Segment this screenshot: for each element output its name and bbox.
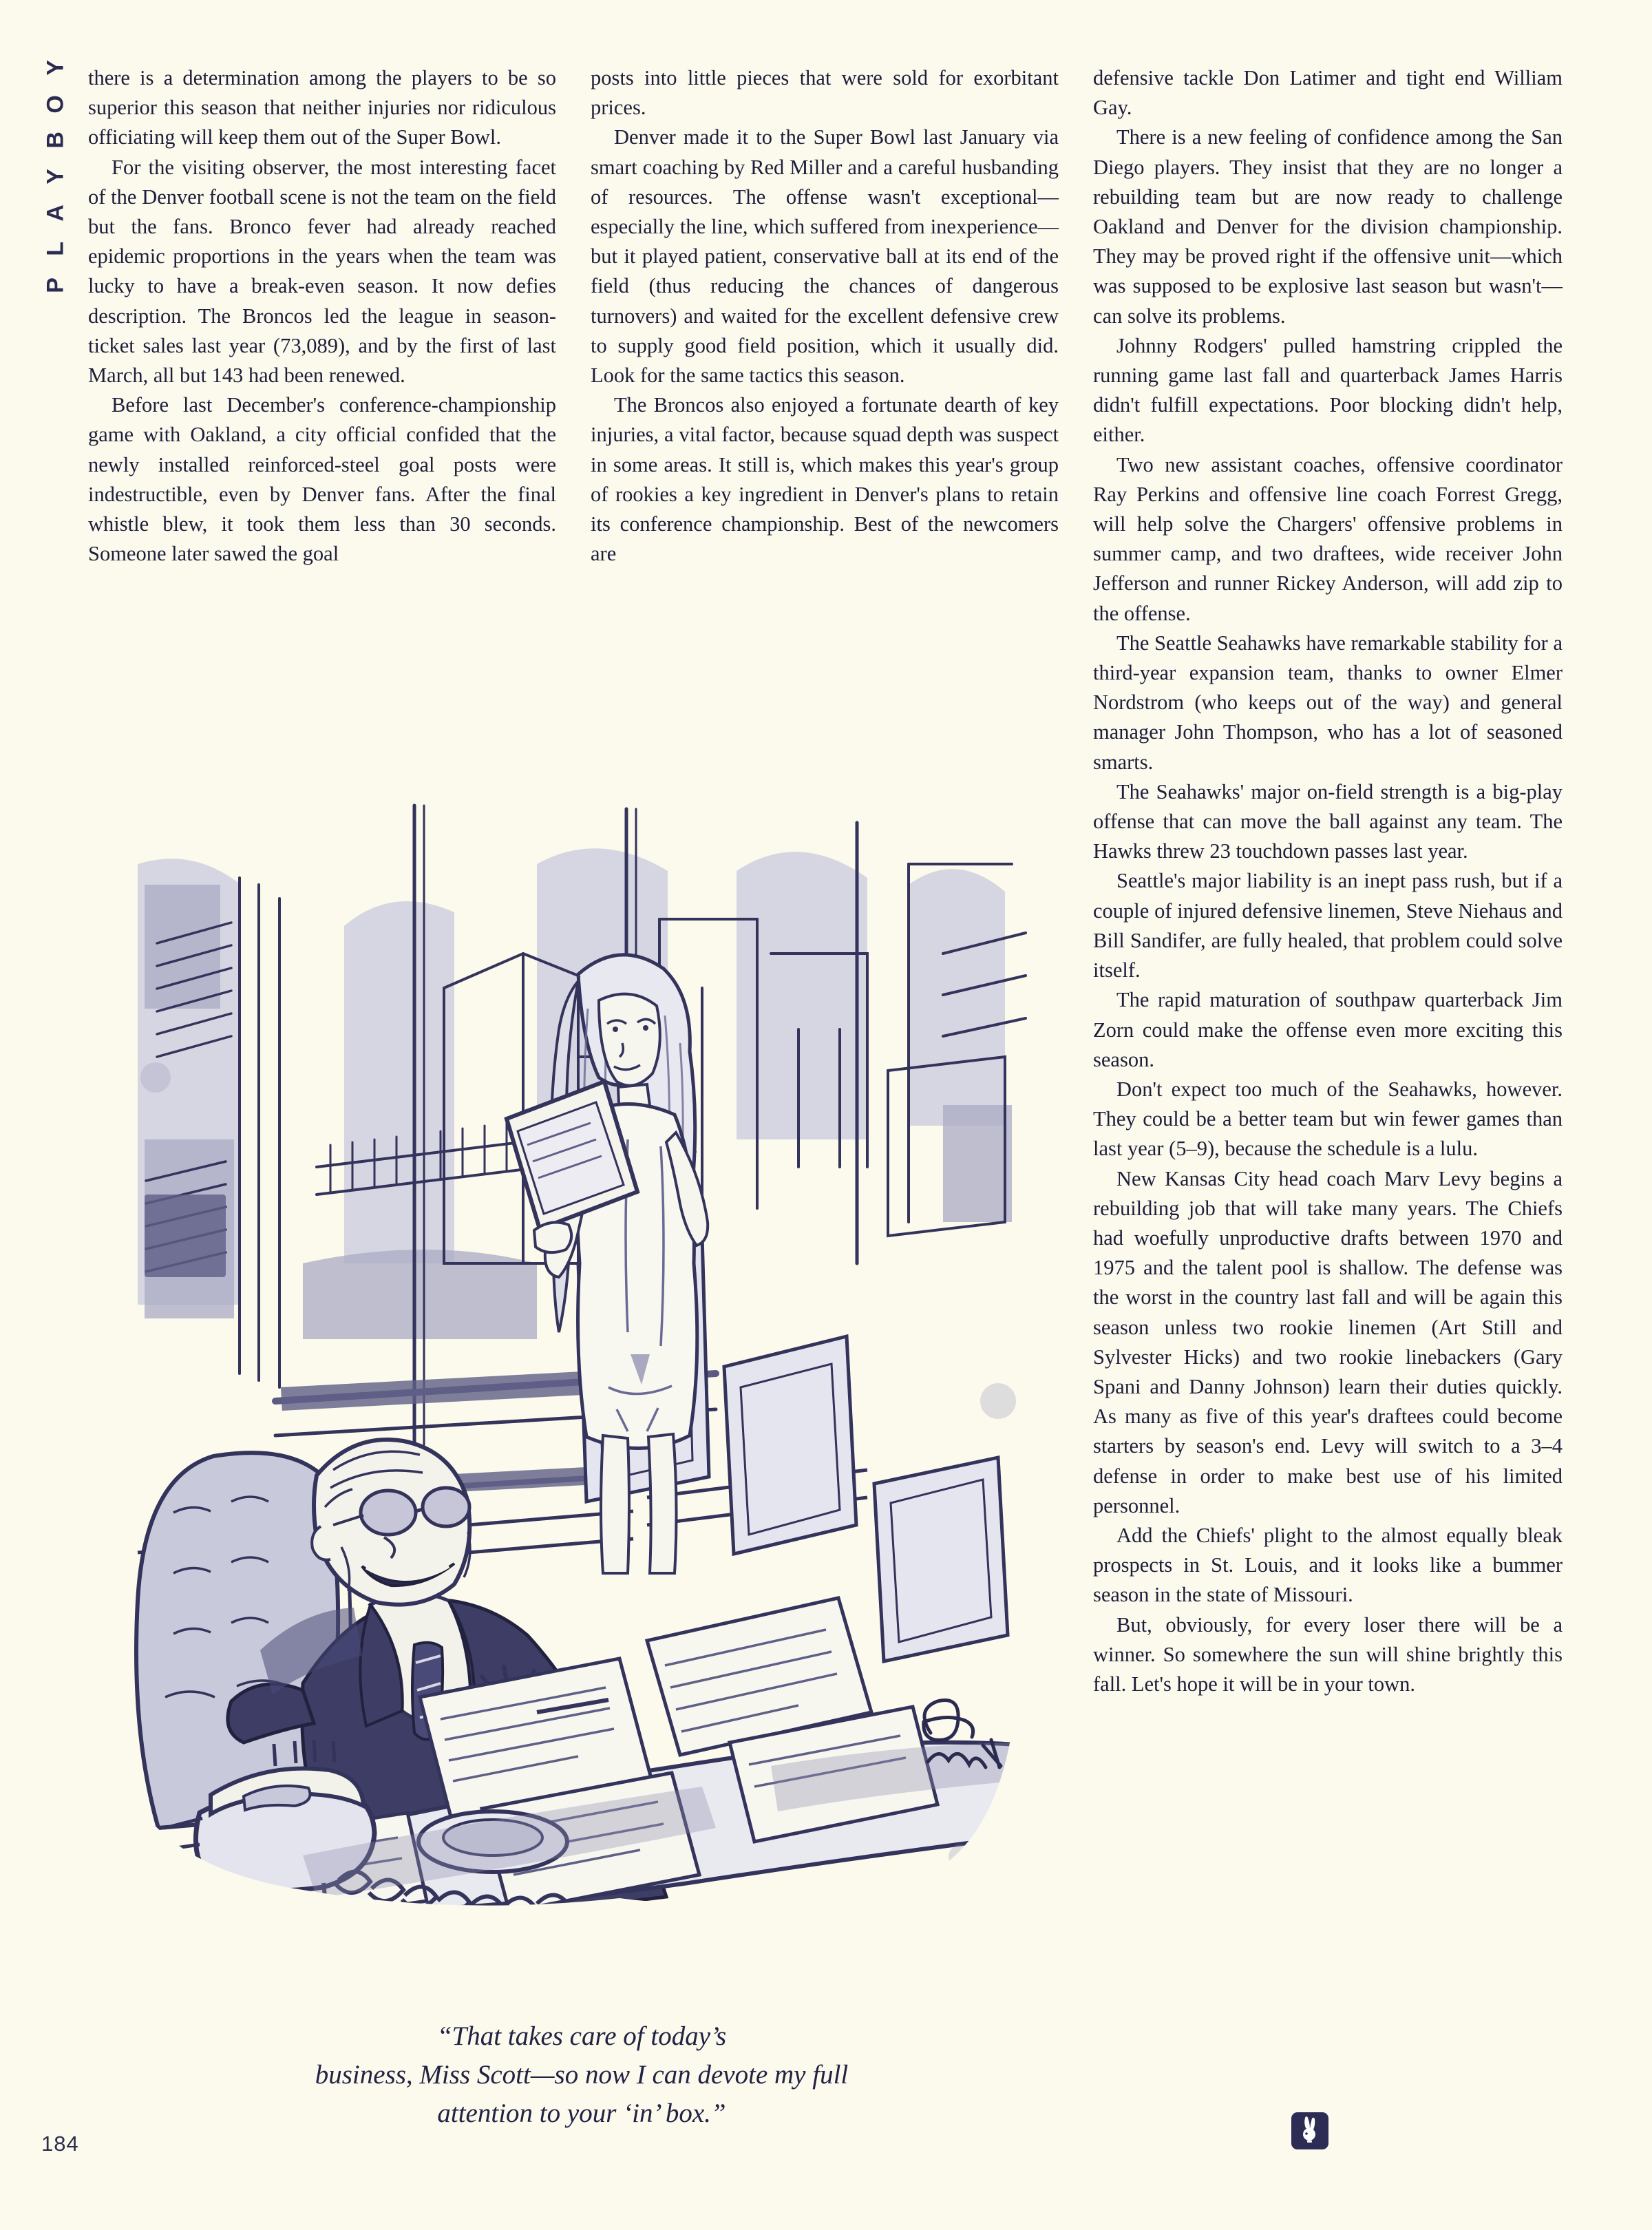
caption-line: attention to your ‘in’ box.” [437,2098,726,2128]
paragraph: The Seahawks' major on-field strength is a big-play offense that can move the ball against any team. The Hawks threw 23 touchdown passes last year. [1093,779,1563,863]
paragraph: Denver made it to the Super Bowl last January via smart coaching by Red Miller and a careful husbanding of resources. The offense wasn't exceptional—especially the line, which suffered from inexperience—but it played patient, conservative ball at its end of the field (thus reducing the chances of dangerous turnovers) and waited for the excellent defensive crew to supply good field position, which it usually did. Look for the same tactics this season. [591,125,1059,388]
paragraph: Two new assistant coaches, offensive coordinator Ray Perkins and offensive line coach Forrest Gregg, will help solve the Chargers' offensive problems in summer camp, and two draftees, wide receiver John Jefferson and runner Rickey Anderson, will add zip to the offense. [1093,452,1563,625]
text-column-3 [1093,63,1563,1699]
page-number: 184 [41,2132,79,2156]
cartoon-caption [124,2017,1039,2133]
paragraph: The rapid maturation of southpaw quarterback Jim Zorn could make the offense even more exciting this season. [1093,988,1563,1071]
masthead-letter: Y [42,60,69,76]
paragraph: there is a determination among the players to be so superior this season that neither injuries nor ridiculous officiating will keep them out of the Super Bowl. [88,66,556,149]
cartoon-illustration [96,781,1060,1952]
masthead-letter: Y [42,169,69,185]
paragraph: Seattle's major liability is an inept pass rush, but if a couple of injured defensive linemen, Steve Niehaus and Bill Sandifer, are fully healed, that problem could solve itself. [1093,869,1563,982]
paragraph: Don't expect too much of the Seahawks, however. They could be a better team but win fewer games than last year (5–9), because the schedule is a lulu. [1093,1077,1563,1161]
masthead-letter: B [42,132,69,149]
paragraph: The Seattle Seahawks have remarkable stability for a third-year expansion team, thanks to owner Elmer Nordstrom (who keeps out of the way) and general manager John Thompson, who has a lot of seasoned smarts. [1093,631,1563,774]
masthead-letter: P [42,277,69,293]
caption-line: “That takes care of today’s [436,2021,727,2051]
paragraph: posts into little pieces that were sold for exorbitant prices. [591,66,1059,120]
text-column-1 [88,63,556,569]
paragraph: The Broncos also enjoyed a fortunate dearth of key injuries, a vital factor, because squad depth was suspect in some areas. It still is, which makes this year's group of rookies a key ingredient in Denver's plans to retain its conference championship. Best of the newcomers are [591,393,1059,566]
text-column-2 [591,63,1059,569]
caption-line: business, Miss Scott—so now I can devote my full [315,2060,849,2090]
paragraph: Johnny Rodgers' pulled hamstring crippled the running game last fall and quarterback James Harris didn't fulfill expectations. Poor blocking didn't help, either. [1093,333,1563,447]
paragraph: Before last December's conference-championship game with Oakland, a city official confided that the newly installed reinforced-steel goal posts were indestructible, even by Denver fans. After the final whistle blew, it took them less than 30 seconds. Someone later sawed the goal [88,393,556,566]
masthead-letter: O [42,94,69,114]
paragraph: But, obviously, for every loser there will be a winner. So somewhere the sun will shine brightly this fall. Let's hope it will be in your town. [1093,1612,1563,1696]
bunny-logo-icon [1291,2112,1328,2149]
masthead-letter: A [42,204,69,222]
paragraph: For the visiting observer, the most interesting facet of the Denver football scene is not the team on the field but the fans. Bronco fever had already reached epidemic proportions in the years when the team was lucky to have a break-even season. It now defies description. The Broncos led the league in season-ticket sales last year (73,089), and by the first of last March, all but 143 had been renewed. [88,155,556,388]
masthead-letter: L [42,242,69,257]
paragraph: defensive tackle Don Latimer and tight end William Gay. [1093,66,1563,120]
paragraph: Add the Chiefs' plight to the almost equally bleak prospects in St. Louis, and it looks like a bummer season in the state of Missouri. [1093,1523,1563,1607]
paragraph: There is a new feeling of confidence among the San Diego players. They insist that they are no longer a rebuilding team but are now ready to challenge Oakland and Denver for the division championship. They may be proved right if the offensive unit—which was supposed to be explosive last season but wasn't—can solve its problems. [1093,125,1563,328]
vertical-masthead [32,50,80,304]
paragraph: New Kansas City head coach Marv Levy begins a rebuilding job that will take many years. The Chiefs had woefully unproductive drafts between 1970 and 1975 and the talent pool is shallow. The defense was the worst in the country last fall and will be again this season unless two rookie linemen (Art Still and Sylvester Hicks) and two rookie linebackers (Gary Spani and Danny Johnson) learn their duties quickly. As many as five of this year's draftees could become starters by season's end. Levy will switch to a 3–4 defense in order to make best use of his limited personnel. [1093,1166,1563,1517]
